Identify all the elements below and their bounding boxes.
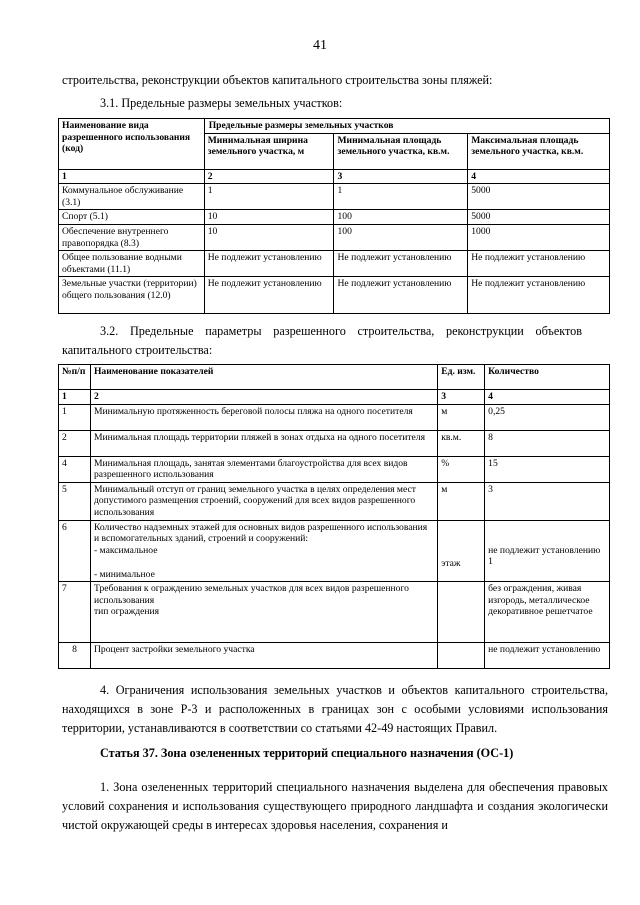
t2-cell-name: Минимальную протяженность береговой полосы пляжа на одного посетителя (90, 404, 437, 430)
t1-cell-max: Не подлежит установлению (468, 277, 610, 314)
t2-cell-unit (438, 643, 485, 669)
t2-cell-unit: % (438, 456, 485, 482)
t1-cell-width: 10 (204, 224, 334, 250)
t1-header-max-area: Максимальная площадь земельного участка, кв.м. (468, 133, 610, 169)
t2-cell-no: 6 (59, 520, 91, 581)
t2-cell-unit: этаж (438, 520, 485, 581)
t2-header-qty: Количество (485, 365, 610, 390)
t1-cell-max: 1000 (468, 224, 610, 250)
t2-floors-max-label: - максимальное (93, 544, 158, 556)
t2-header-unit: Ед. изм. (438, 365, 485, 390)
t1-col-number: 2 (204, 169, 334, 184)
t2-col-number: 2 (90, 390, 437, 405)
t1-header-name: Наименование вида разрешенного использования (код) (59, 119, 205, 170)
t2-cell-qty: 0,25 (485, 404, 610, 430)
t2-floors-min-label: - минимальное (93, 568, 155, 580)
t1-cell-name: Коммунальное обслуживание (3.1) (59, 184, 205, 210)
t2-floors-max-value: не подлежит установлению (488, 544, 601, 556)
t1-cell-max: 5000 (468, 210, 610, 225)
t1-cell-name: Обеспечение внутреннего правопорядка (8.3) (59, 224, 205, 250)
section-3-1-title: 3.1. Предельные размеры земельных участков: (100, 96, 343, 110)
intro-line: строительства, реконструкции объектов капитального строительства зоны пляжей: (62, 73, 493, 87)
t2-cell-no: 2 (59, 430, 91, 456)
t2-cell-name (90, 582, 437, 643)
t2-cell-unit (438, 582, 485, 643)
t2-cell-name: Минимальный отступ от границ земельного участка в целях определения мест допустимого размещения строений, сооружений для всех видов разрешенного использования (90, 482, 437, 520)
t2-cell-qty: без ограждения, живая изгородь, металлическое декоративное решетчатое (485, 582, 610, 643)
t2-header-name: Наименование показателей (90, 365, 437, 390)
t2-fence-text: Требования к ограждению земельных участков для всех видов разрешенного использования (93, 583, 409, 606)
t2-cell-qty: 8 (485, 430, 610, 456)
t1-cell-name: Общее пользование водными объектами (11.1) (59, 251, 205, 277)
construction-parameters-table (58, 364, 610, 669)
t1-cell-width: Не подлежит установлению (204, 251, 334, 277)
t2-header-no: №п/п (59, 365, 91, 390)
t1-cell-max: Не подлежит установлению (468, 251, 610, 277)
t2-cell-name: Процент застройки земельного участка (90, 643, 437, 669)
t2-col-number: 3 (438, 390, 485, 405)
t2-cell-qty (485, 520, 610, 581)
t1-cell-min: Не подлежит установлению (334, 251, 468, 277)
t2-cell-unit: кв.м. (438, 430, 485, 456)
t2-col-number: 1 (59, 390, 91, 405)
t1-col-number: 4 (468, 169, 610, 184)
t2-cell-no: 8 (59, 643, 91, 669)
t2-cell-qty: не подлежит установлению (485, 643, 610, 669)
t1-cell-name: Земельные участки (территории) общего пользования (12.0) (59, 277, 205, 314)
t2-cell-no: 7 (59, 582, 91, 643)
t1-cell-max: 5000 (468, 184, 610, 210)
t1-cell-name: Спорт (5.1) (59, 210, 205, 225)
t1-cell-width: 10 (204, 210, 334, 225)
t2-col-number: 4 (485, 390, 610, 405)
t1-header-min-area: Минимальная площадь земельного участка, кв.м. (334, 133, 468, 169)
t1-cell-width: 1 (204, 184, 334, 210)
t1-header-group: Предельные размеры земельных участков (204, 119, 609, 134)
t2-cell-name (90, 520, 437, 581)
land-plot-size-table (58, 118, 610, 314)
t1-header-width: Минимальная ширина земельного участка, м (204, 133, 334, 169)
t1-col-number: 1 (59, 169, 205, 184)
t2-cell-name: Минимальная площадь территории пляжей в зонах отдыха на одного посетителя (90, 430, 437, 456)
paragraph-1: 1. Зона озелененных территорий специального назначения выделена для обеспечения правовых условий сохранения и использования существующего природного ландшафта и создания экологически чистой окружающей среды в интересах здоровья населения, сохранения и (62, 780, 608, 832)
page-number: 41 (313, 38, 327, 53)
t2-fence-type-label: тип ограждения (93, 606, 160, 618)
t1-cell-min: 1 (334, 184, 468, 210)
t2-cell-no: 1 (59, 404, 91, 430)
t2-cell-unit: м (438, 482, 485, 520)
t1-cell-min: 100 (334, 224, 468, 250)
t2-cell-qty: 3 (485, 482, 610, 520)
t2-cell-no: 4 (59, 456, 91, 482)
t2-cell-name: Минимальная площадь, занятая элементами благоустройства для всех видов разрешенного использования (90, 456, 437, 482)
t1-cell-min: 100 (334, 210, 468, 225)
t2-cell-qty: 15 (485, 456, 610, 482)
section-3-2-title: 3.2. Предельные параметры разрешенного строительства, реконструкции объектов капитального строительства: (62, 324, 582, 357)
t1-cell-width: Не подлежит установлению (204, 277, 334, 314)
article-37-heading: Статья 37. Зона озелененных территорий специального назначения (ОС-1) (100, 746, 514, 760)
t2-cell-no: 5 (59, 482, 91, 520)
t1-cell-min: Не подлежит установлению (334, 277, 468, 314)
t1-col-number: 3 (334, 169, 468, 184)
t2-floors-min-value: 1 (488, 556, 493, 568)
paragraph-4: 4. Ограничения использования земельных участков и объектов капитального строительства, находящихся в зоне Р-3 и расположенных в границах зон с особыми условиями использования территории, устанавливаются в соответствии со статьями 42-49 настоящих Правил. (62, 683, 608, 735)
t2-floors-text: Количество надземных этажей для основных видов разрешенного использования и вспомогательных зданий, строений и сооружений: (93, 521, 428, 545)
t2-cell-unit: м (438, 404, 485, 430)
